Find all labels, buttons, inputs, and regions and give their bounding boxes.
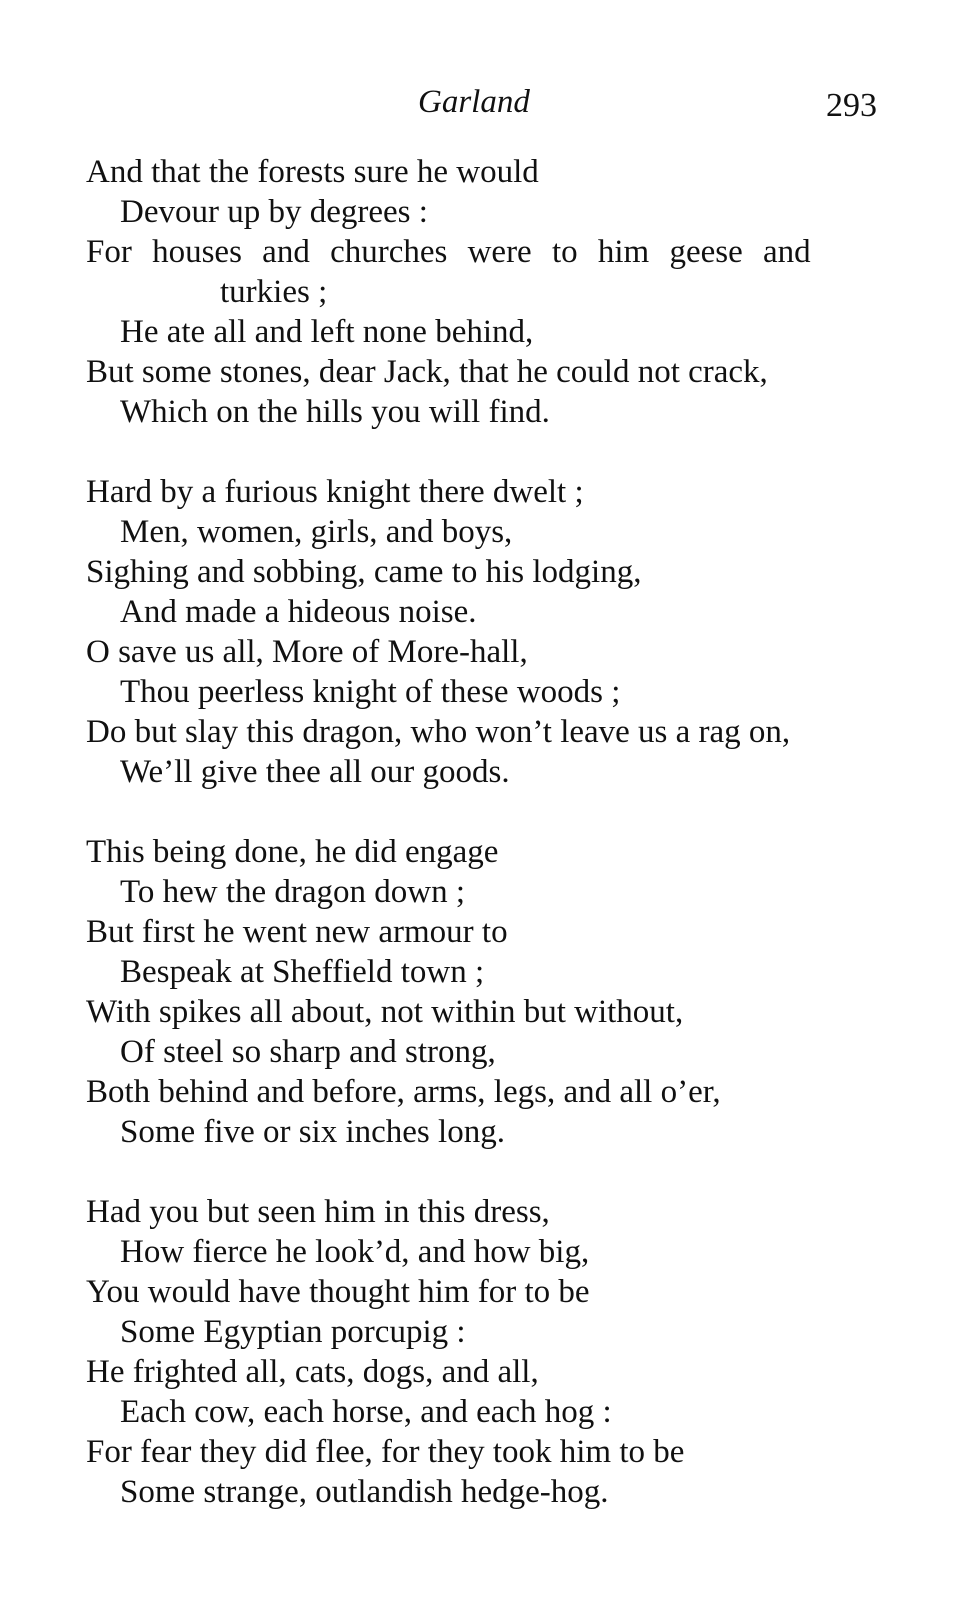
verse-line: Some Egyptian porcupig : <box>120 1314 466 1350</box>
verse-line: He ate all and left none behind, <box>120 314 534 350</box>
verse-line: Each cow, each horse, and each hog : <box>120 1394 612 1430</box>
verse-line: And that the forests sure he would <box>86 154 539 190</box>
verse-line: We’ll give thee all our goods. <box>120 754 510 790</box>
verse-line: You would have thought him for to be <box>86 1274 590 1310</box>
verse-line: To hew the dragon down ; <box>120 874 466 910</box>
verse-line: This being done, he did engage <box>86 834 499 870</box>
verse-line: Some five or six inches long. <box>120 1114 505 1150</box>
running-title: Garland <box>418 84 530 120</box>
verse-line: But some stones, dear Jack, that he could not crack, <box>86 354 768 390</box>
verse-line: Some strange, outlandish hedge-hog. <box>120 1474 609 1510</box>
verse-line: For fear they did flee, for they took him to be <box>86 1434 685 1470</box>
verse-line: Men, women, girls, and boys, <box>120 514 513 550</box>
verse-line: Which on the hills you will find. <box>120 394 550 430</box>
verse-line: Thou peerless knight of these woods ; <box>120 674 621 710</box>
stanza-1 <box>86 152 886 432</box>
stanza-3 <box>86 832 886 1152</box>
poem-text <box>86 152 886 1552</box>
verse-line: For houses and churches were to him geese and <box>86 234 811 270</box>
verse-line: He frighted all, cats, dogs, and all, <box>86 1354 539 1390</box>
verse-line: Hard by a furious knight there dwelt ; <box>86 474 584 510</box>
verse-line-turnover: turkies ; <box>220 274 328 310</box>
verse-line: And made a hideous noise. <box>120 594 477 630</box>
verse-line: O save us all, More of More-hall, <box>86 634 528 670</box>
verse-line: Had you but seen him in this dress, <box>86 1194 550 1230</box>
verse-line: How fierce he look’d, and how big, <box>120 1234 590 1270</box>
verse-line: Sighing and sobbing, came to his lodging, <box>86 554 642 590</box>
verse-line: Devour up by degrees : <box>120 194 428 230</box>
verse-line: Of steel so sharp and strong, <box>120 1034 496 1070</box>
stanza-2 <box>86 472 886 792</box>
stanza-4 <box>86 1192 886 1512</box>
verse-line: But first he went new armour to <box>86 914 508 950</box>
verse-line: Do but slay this dragon, who won’t leave us a rag on, <box>86 714 791 750</box>
verse-line: Both behind and before, arms, legs, and all o’er, <box>86 1074 721 1110</box>
verse-line: With spikes all about, not within but without, <box>86 994 684 1030</box>
page-number: 293 <box>826 87 877 124</box>
running-header <box>0 82 960 122</box>
verse-line: Bespeak at Sheffield town ; <box>120 954 485 990</box>
